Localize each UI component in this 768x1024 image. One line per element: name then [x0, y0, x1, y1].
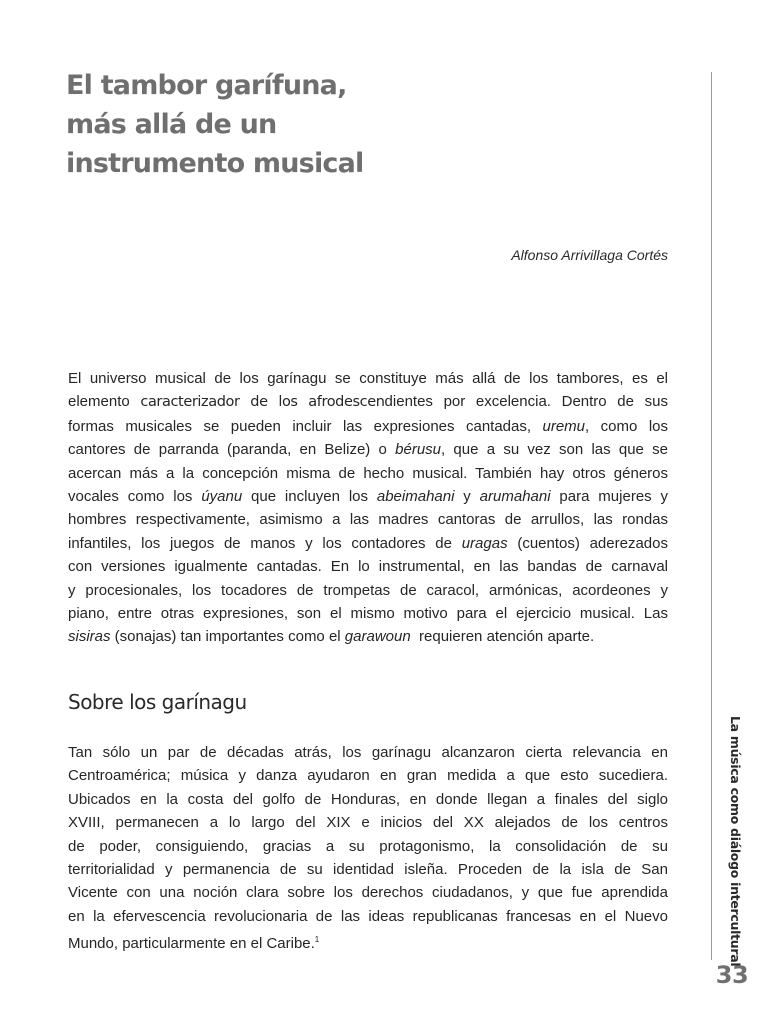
page-number: 33 — [715, 961, 749, 989]
text-line: y procesionales, los tocadores de trompetas de caracol, armónicas, acordeones y — [68, 581, 668, 599]
footnote-marker[interactable]: 1 — [314, 935, 320, 945]
italic-term: uremu — [542, 417, 586, 435]
text-line: El universo musical de los garínagu se constituye más allá de los tambores, es el — [68, 370, 668, 387]
italic-term: arumahani — [479, 488, 551, 506]
text-line: cantores de parranda (paranda, en Belize) o bérusu, que a su vez son las que se — [68, 441, 668, 459]
text-line: vocales como los úyanu que incluyen los abeimahani y arumahani para mujeres y — [68, 488, 669, 506]
text-line: acercan más a la concepción misma de hecho musical. También hay otros géneros — [68, 464, 668, 482]
text-line: infantiles, los juegos de manos y los contadores de uragas (cuentos) aderezados — [68, 534, 668, 552]
intro-paragraph — [68, 367, 668, 649]
text-line: XVIII, permanecen a lo largo del XIX e inicios del XX alejados de los centros — [68, 814, 668, 832]
text-line: Centroamérica; música y danza ayudaron en gran medida a que esto sucediera. — [68, 767, 668, 785]
section-heading: Sobre los garínagu — [68, 690, 247, 714]
text-line: Tan sólo un par de décadas atrás, los garínagu alcanzaron cierta relevancia en — [68, 744, 668, 761]
article-title — [66, 66, 626, 183]
title-line: instrumento musical — [66, 148, 364, 179]
text-line: Ubicados en la costa del golfo de Honduras, en donde llegan a finales del siglo — [68, 790, 668, 808]
text-line: elemento caracterizador de los afrodescendientes por excelencia. Dentro de sus — [68, 393, 668, 411]
italic-term: bérusu — [395, 441, 442, 459]
italic-term: uragas — [461, 534, 508, 552]
text-line: Mundo, particularmente en el Caribe.$^1$ — [68, 935, 320, 953]
text-line: de poder, consiguiendo, gracias a su protagonismo, la consolidación de su — [68, 837, 668, 855]
vertical-divider — [711, 72, 712, 960]
text-line: piano, entre otras expresiones, son el mismo motivo para el ejercicio musical. Las — [68, 605, 668, 623]
text-line: formas musicales se pueden incluir las expresiones cantadas, uremu, como los — [68, 417, 669, 435]
italic-term: abeimahani — [376, 488, 455, 506]
text-line: Vicente con una noción clara sobre los derechos ciudadanos, y que fue aprendida — [68, 884, 668, 902]
author-name: Alfonso Arrivillaga Cortés — [511, 247, 668, 263]
text-line: territorialidad y permanencia de su identidad isleña. Proceden de la isla de San — [68, 861, 668, 879]
section-paragraph — [68, 741, 668, 956]
emphasized-phrase: caracterizador de los afrodescen — [140, 394, 385, 411]
text-line: con versiones igualmente cantadas. En lo instrumental, en las bandas de carnaval — [68, 558, 668, 576]
text-line: en la efervescencia revolucionaria de las ideas republicanas francesas en el Nuevo — [68, 907, 668, 925]
title-line: más allá de un — [66, 109, 277, 140]
italic-term: sisiras — [68, 628, 111, 646]
title-line: El tambor garífuna, — [66, 70, 347, 101]
italic-term: úyanu — [201, 488, 243, 506]
italic-term: garawoun — [344, 628, 411, 646]
text-line: hombres respectivamente, asimismo a las madres cantoras de arrullos, las rondas — [68, 511, 668, 529]
text-line: sisiras (sonajas) tan importantes como el garawoun requieren atención aparte. — [68, 628, 595, 646]
running-header: La música como diálogo intercultural — [728, 716, 743, 967]
